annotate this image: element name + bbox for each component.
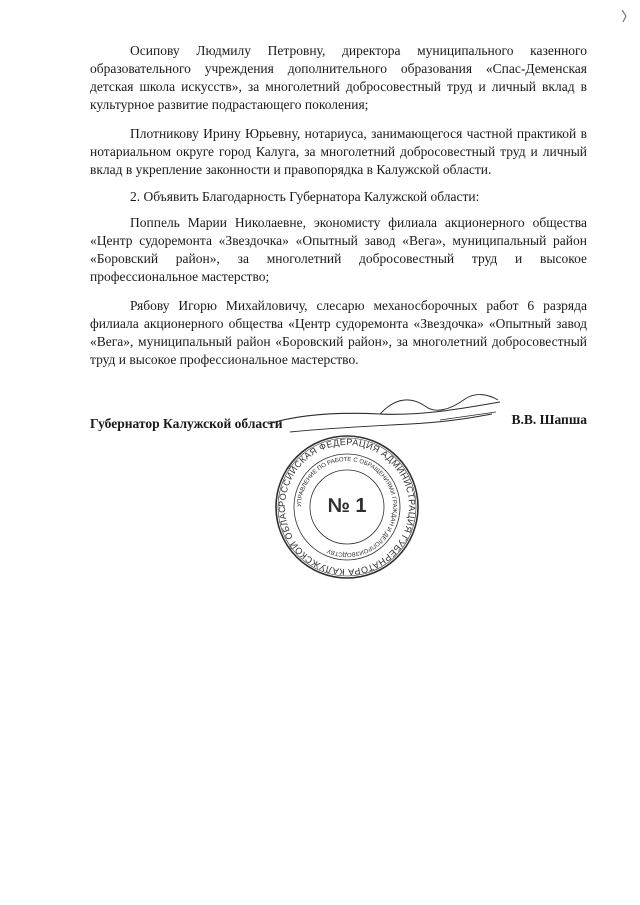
section-2-heading: 2. Объявить Благодарность Губернатора Калужской области:: [130, 189, 480, 204]
seal-inner-text: УПРАВЛЕНИЕ ПО РАБОТЕ С ОБРАЩЕНИЯМИ ГРАЖДАН И ДЕЛОПРОИЗВОДСТВУ: [296, 456, 398, 558]
gratitude-paragraph-ryabov: Рябову Игорю Михайловичу, слесарю механосборочных работ 6 разряда филиала акционерного общества «Центр судоремонта «Звездочка» «Опытный завод «Вега», муниципальный район «Боровский район», за многолетний добросовестный труд и высокое профессиональное мастерство.: [90, 298, 587, 367]
signatory-name: В.В. Шапша: [511, 412, 587, 427]
award-paragraph-plotnikova: Плотникову Ирину Юрьевну, нотариуса, занимающегося частной практикой в нотариальном округе город Калуга, за многолетний добросовестный труд и личный вклад в укрепление законности и правопорядка в Калужской области.: [90, 126, 587, 177]
official-seal: [272, 432, 422, 587]
seal-number: № 1: [327, 495, 367, 517]
seal-outer-text: РОССИЙСКАЯ ФЕДЕРАЦИЯ АДМИНИСТРАЦИЯ ГУБЕРНАТОРА КАЛУЖСКОЙ ОБЛАС: [276, 436, 418, 578]
gratitude-paragraph-poppel: Поппель Марии Николаевне, экономисту филиала акционерного общества «Центр судоремонта «Звездочка» «Опытный завод «Вега», муниципальный район «Боровский район», за многолетний добросовестный труд и высокое профессиональное мастерство;: [90, 215, 587, 284]
scan-edge-mark: [620, 6, 632, 31]
signatory-title: Губернатор Калужской области: [90, 416, 283, 431]
award-paragraph-osipova: Осипову Людмилу Петровну, директора муниципального казенного образовательного учреждения дополнительного образования «Спас-Деменская детская школа искусств», за многолетний добросовестный труд и личный вклад в культурное развитие подрастающего поколения;: [90, 43, 587, 112]
